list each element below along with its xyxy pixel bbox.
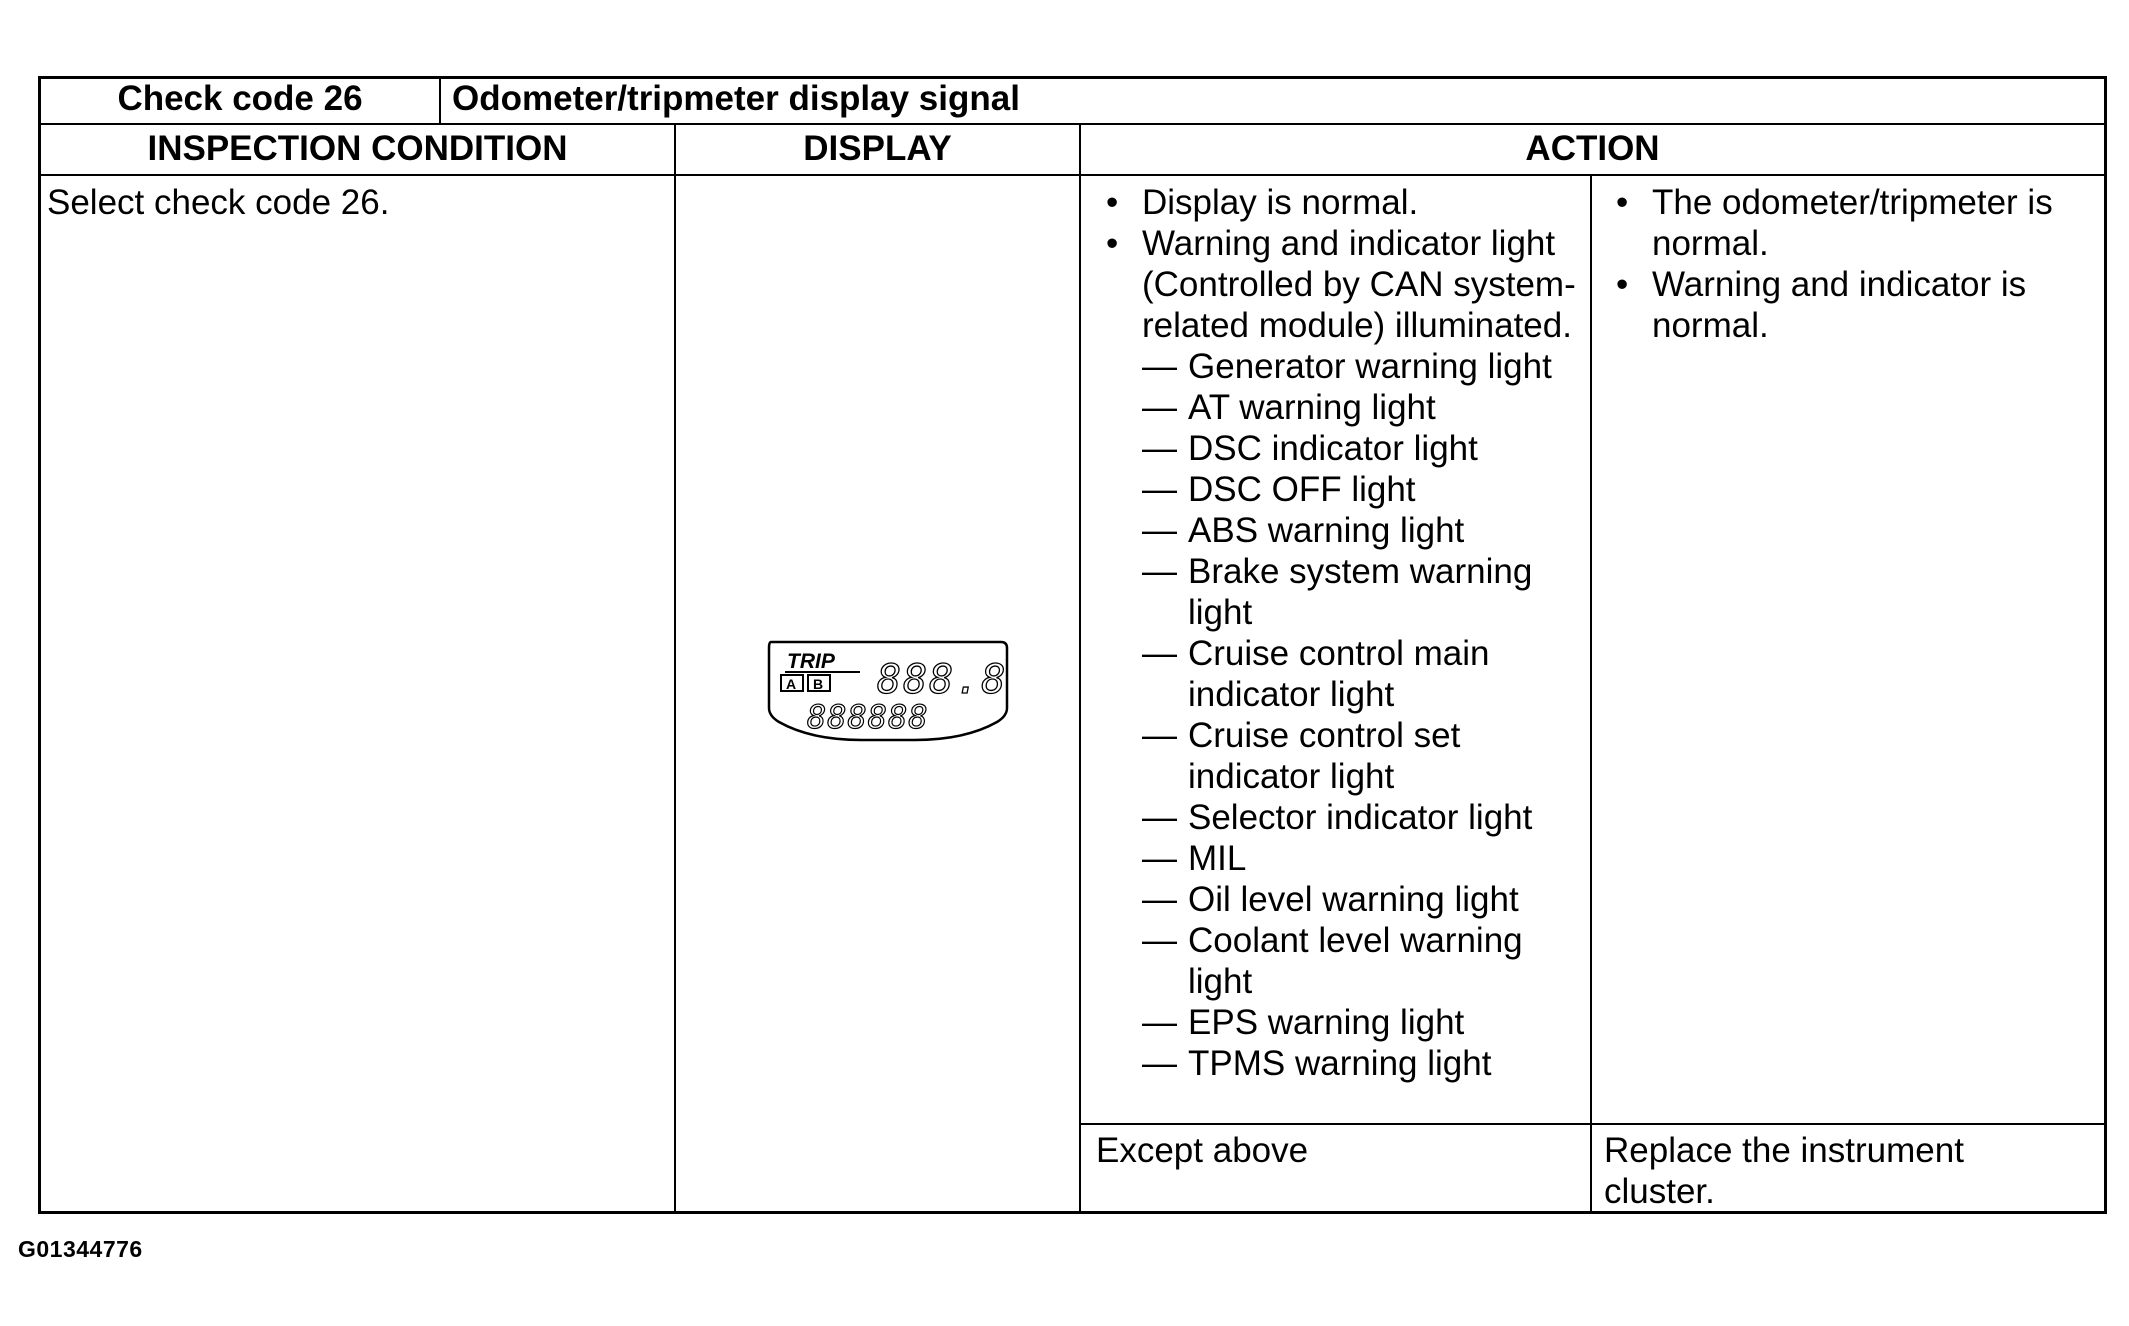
list-item: — TPMS warning light (1142, 1044, 1492, 1083)
key-a-letter: A (786, 676, 797, 692)
except-condition-text: Except above (1096, 1131, 1309, 1170)
bullet-dot: • (1106, 224, 1119, 263)
result-text: Warning and indicator is normal. (1652, 265, 2027, 345)
list-item: — DSC indicator light (1142, 429, 1478, 468)
key-b-letter: B (813, 676, 824, 692)
action-result-divider (1590, 176, 1592, 1214)
list-item: — Coolant level warning light (1142, 921, 1523, 1001)
list-item: — ABS warning light (1142, 511, 1465, 550)
warning-light-list (1094, 346, 1588, 1084)
action-except-divider (1080, 1123, 2107, 1125)
lower-digit-readout: 888888 (807, 698, 929, 736)
inspection-condition-text: Select check code 26. (47, 183, 390, 222)
except-result-text: Replace the instrument cluster. (1604, 1131, 1964, 1211)
list-item: — EPS warning light (1142, 1003, 1465, 1042)
list-item: — AT warning light (1142, 388, 1436, 427)
inspection-condition-header: INSPECTION CONDITION (147, 129, 568, 168)
list-item: — Cruise control main indicator light (1142, 634, 1490, 714)
condition-text: Warning and indicator light (Controlled by CAN system-related module) illuminated. (1142, 224, 1576, 345)
condition-bullet-warning-lights (1094, 223, 1588, 346)
list-item: — DSC OFF light (1142, 470, 1416, 509)
list-item: — Brake system warning light (1142, 552, 1533, 632)
bullet-dot: • (1616, 265, 1629, 304)
condition-text: Display is normal. (1142, 183, 1419, 222)
check-code-title: Odometer/tripmeter display signal (452, 79, 1020, 118)
check-code-divider (439, 76, 441, 124)
result-text: The odometer/tripmeter is normal. (1652, 183, 2053, 263)
list-item: — Oil level warning light (1142, 880, 1519, 919)
list-item: — Generator warning light (1142, 347, 1552, 386)
action-column-left-line (1079, 124, 1081, 1214)
result-bullet-odometer (1604, 182, 2104, 264)
list-item: — MIL (1142, 839, 1247, 878)
condition-bullet-display-normal (1094, 182, 1588, 223)
trip-label: TRIP (787, 650, 835, 673)
display-header: DISPLAY (803, 129, 952, 168)
action-header: ACTION (1525, 129, 1660, 168)
header-row-divider (38, 123, 2107, 125)
column-header-divider (38, 174, 2107, 176)
action-condition-cell (1094, 182, 1588, 1084)
action-result-cell (1604, 182, 2104, 346)
list-item: — Cruise control set indicator light (1142, 716, 1461, 796)
figure-code: G01344776 (18, 1236, 143, 1262)
result-bullet-warning (1604, 264, 2104, 346)
upper-digit-readout: 888.8 (877, 657, 1008, 703)
bullet-dot: • (1616, 183, 1629, 222)
bullet-dot: • (1106, 183, 1119, 222)
odometer-display-graphic (765, 638, 1011, 744)
check-code-label: Check code 26 (117, 79, 363, 118)
list-item: — Selector indicator light (1142, 798, 1533, 837)
display-column-left-line (674, 124, 676, 1214)
